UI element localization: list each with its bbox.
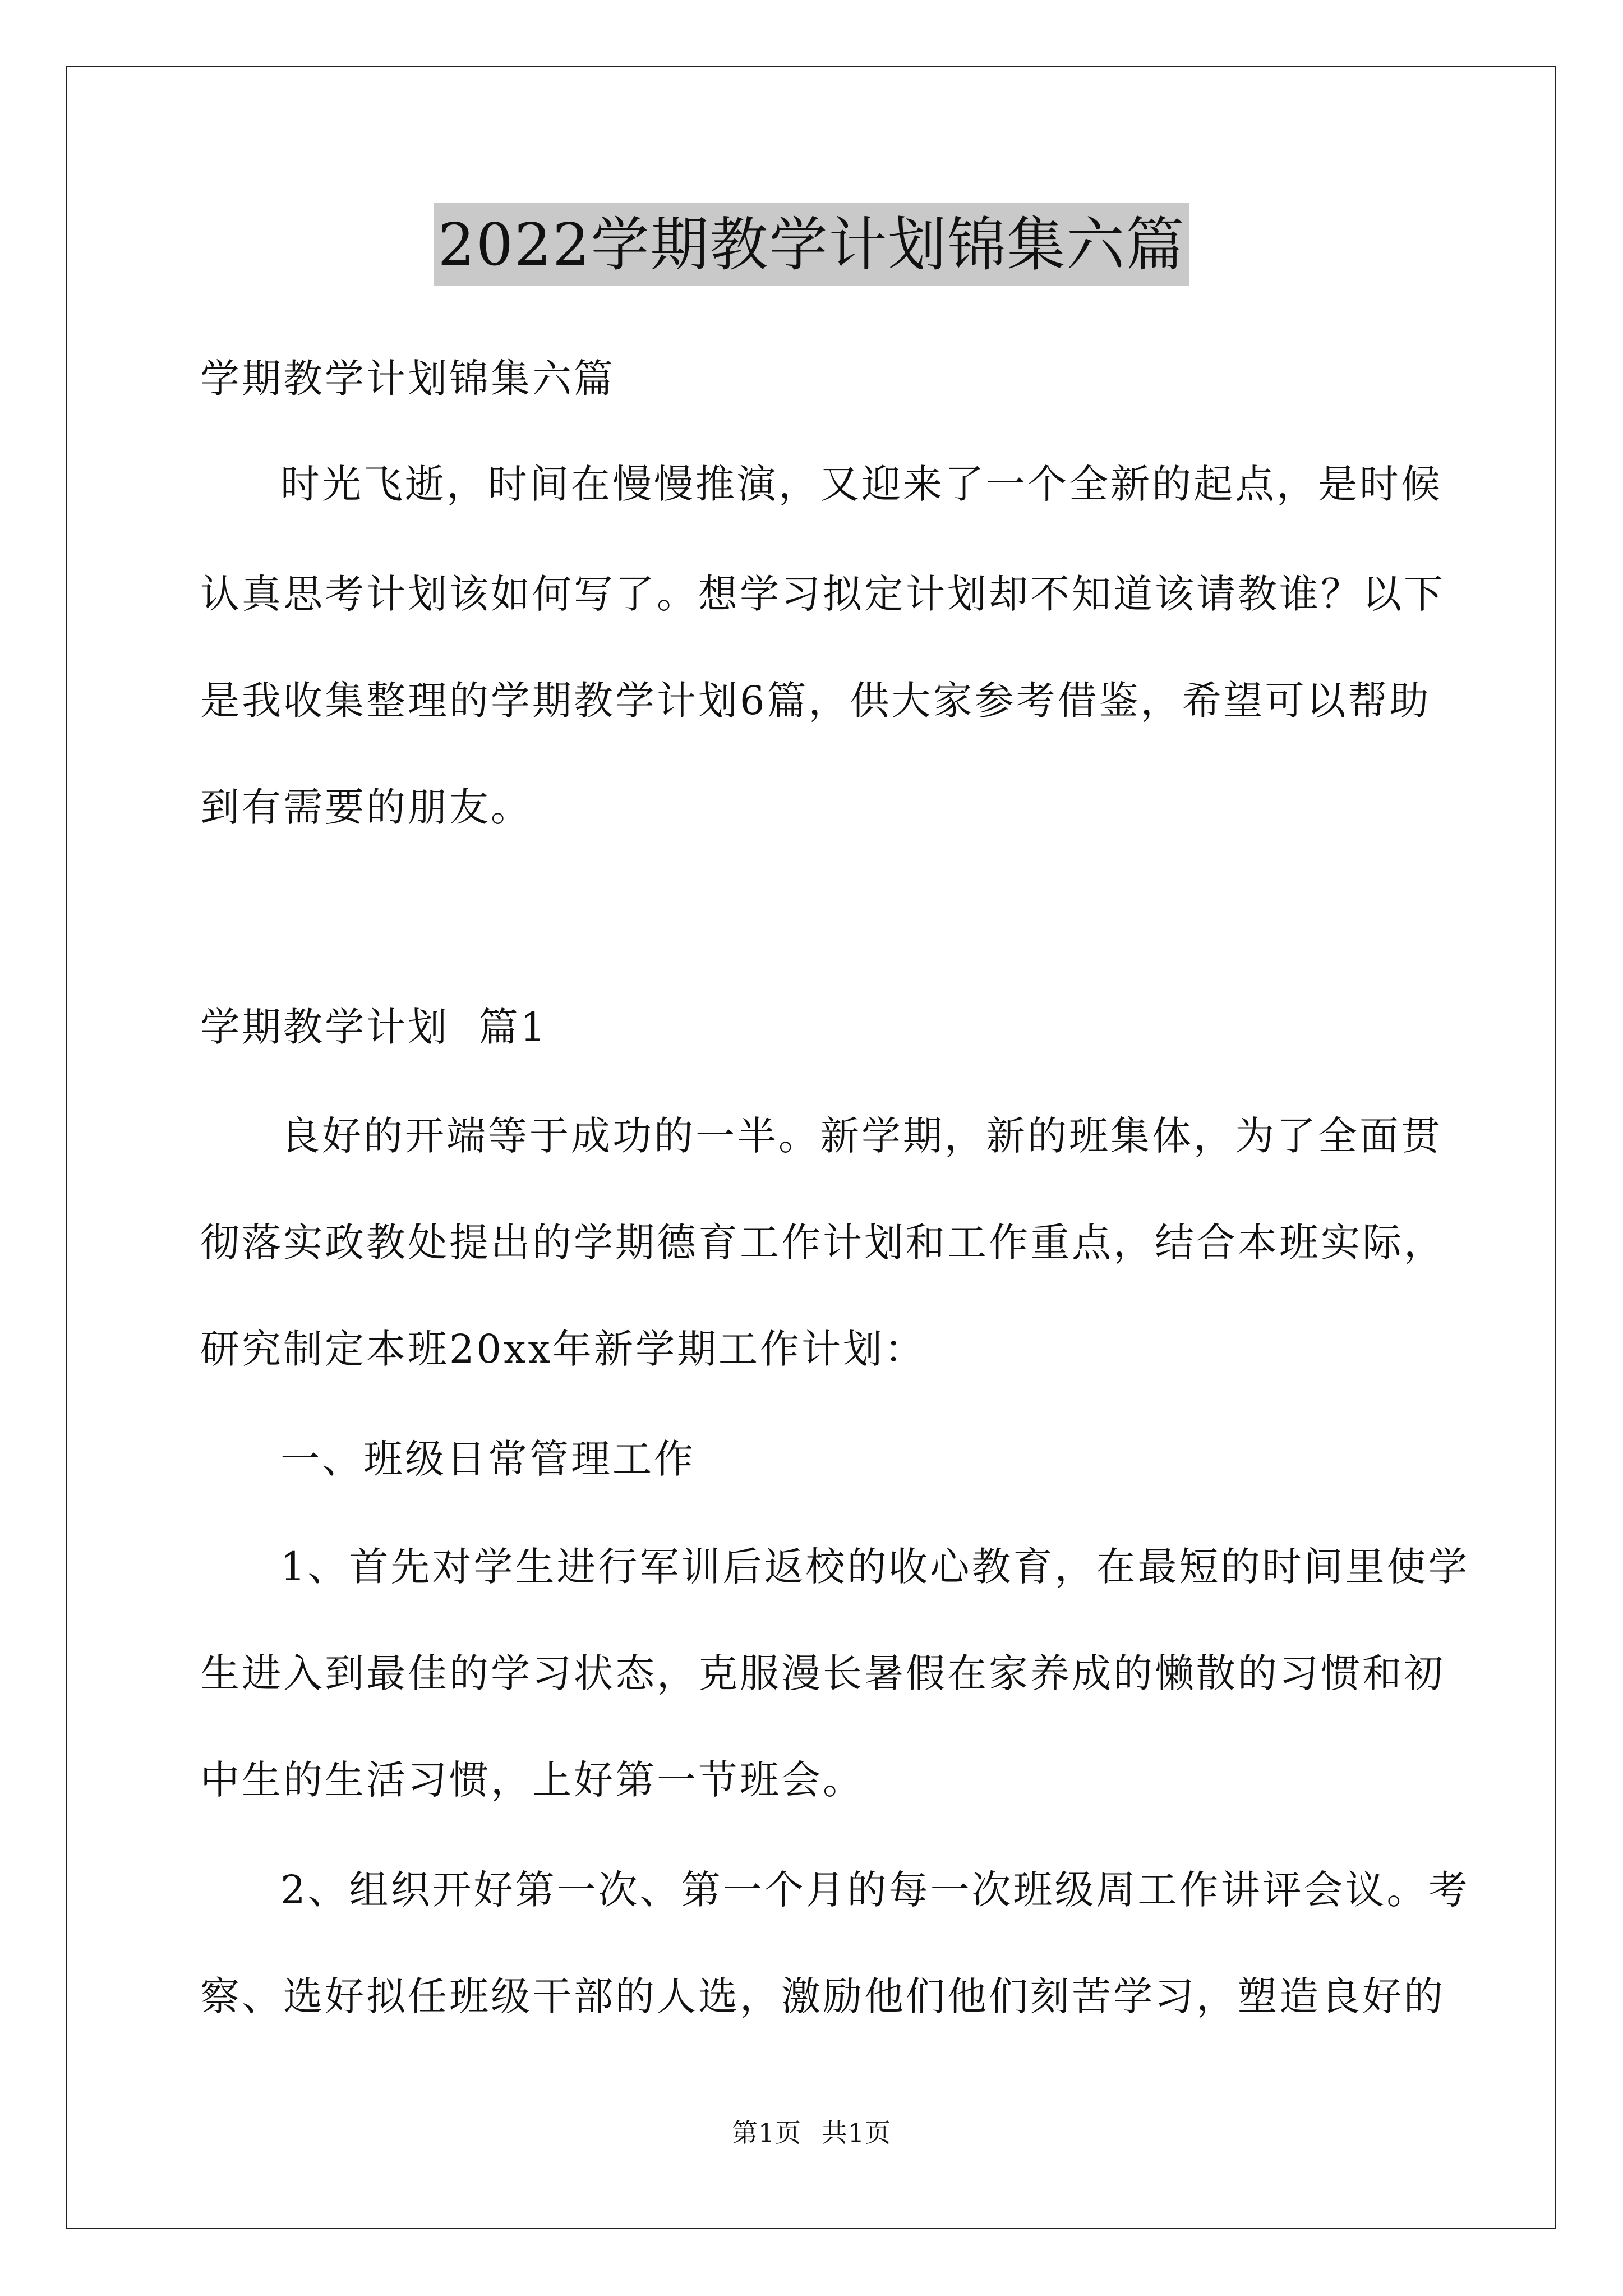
title-wrap (0, 203, 1623, 286)
subtitle: 学期教学计划锦集六篇 (200, 356, 615, 402)
page-footer (0, 2116, 1623, 2150)
intro-line: 时光飞逝，时间在慢慢推演，又迎来了一个全新的起点，是时候 (280, 461, 1442, 507)
body-line: 彻落实政教处提出的学期德育工作计划和工作重点，结合本班实际， (200, 1220, 1445, 1266)
intro-line: 认真思考计划该如何写了。想学习拟定计划却不知道该请教谁？以下 (200, 571, 1445, 617)
document-title: 2022学期教学计划锦集六篇 (434, 203, 1190, 286)
body-line: 2、组织开好第一次、第一个月的每一次班级周工作讲评会议。考 (280, 1867, 1470, 1913)
body-line: 良好的开端等于成功的一半。新学期，新的班集体，为了全面贯 (280, 1113, 1442, 1159)
body-line: 中生的生活习惯，上好第一节班会。 (200, 1757, 864, 1803)
page-number: 第1页 (731, 2118, 802, 2148)
intro-line: 到有需要的朋友。 (200, 784, 532, 830)
section-heading: 学期教学计划 篇1 (200, 1004, 548, 1050)
body-line: 研究制定本班20xx年新学期工作计划： (200, 1326, 926, 1372)
page-total: 共1页 (821, 2118, 892, 2148)
body-line: 1、首先对学生进行军训后返校的收心教育，在最短的时间里使学 (280, 1544, 1470, 1590)
body-line: 察、选好拟任班级干部的人选，激励他们他们刻苦学习，塑造良好的 (200, 1973, 1445, 2019)
intro-line: 是我收集整理的学期教学计划6篇，供大家参考借鉴，希望可以帮助 (200, 678, 1431, 724)
body-line: 生进入到最佳的学习状态，克服漫长暑假在家养成的懒散的习惯和初 (200, 1650, 1445, 1696)
sub-heading: 一、班级日常管理工作 (280, 1436, 695, 1482)
